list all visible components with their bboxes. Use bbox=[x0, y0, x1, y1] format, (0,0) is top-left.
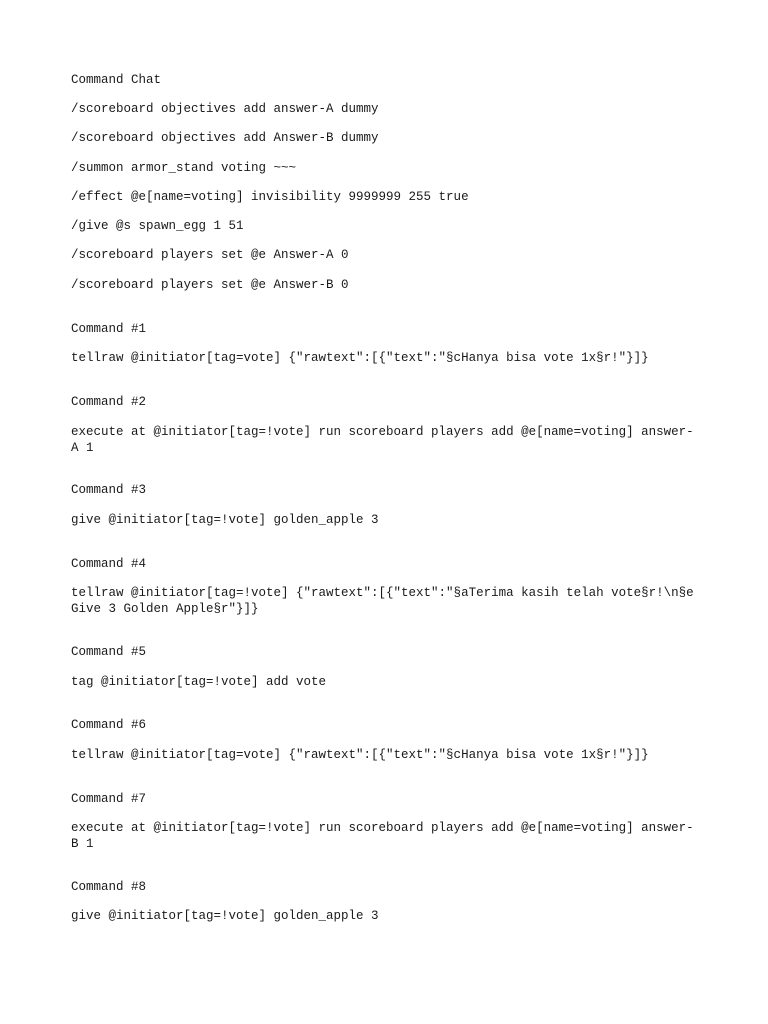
command-text: give @initiator[tag=!vote] golden_apple 3 bbox=[71, 513, 379, 527]
command-heading: Command #7 bbox=[71, 792, 147, 806]
setup-command: /scoreboard players set @e Answer-B 0 bbox=[71, 278, 349, 292]
command-heading: Command #6 bbox=[71, 718, 147, 732]
command-heading: Command #1 bbox=[71, 322, 147, 336]
command-heading: Command #8 bbox=[71, 880, 147, 894]
setup-heading: Command Chat bbox=[71, 73, 162, 87]
command-heading: Command #3 bbox=[71, 483, 147, 497]
setup-command: /effect @e[name=voting] invisibility 9999999 255 true bbox=[71, 190, 469, 204]
command-text: execute at @initiator[tag=!vote] run scoreboard players add @e[name=voting] answer-B 1 bbox=[71, 821, 694, 851]
command-text: tellraw @initiator[tag=!vote] {"rawtext":[{"text":"§aTerima kasih telah vote§r!\n§eGive 3 Golden Apple§r"}]} bbox=[71, 586, 694, 616]
command-heading: Command #5 bbox=[71, 645, 147, 659]
command-heading: Command #2 bbox=[71, 395, 147, 409]
command-text: tag @initiator[tag=!vote] add vote bbox=[71, 675, 327, 689]
command-text: give @initiator[tag=!vote] golden_apple 3 bbox=[71, 909, 379, 923]
command-text: execute at @initiator[tag=!vote] run scoreboard players add @e[name=voting] answer-A 1 bbox=[71, 425, 694, 455]
setup-command: /scoreboard players set @e Answer-A 0 bbox=[71, 248, 349, 262]
setup-command: /scoreboard objectives add answer-A dummy bbox=[71, 102, 379, 116]
setup-command: /give @s spawn_egg 1 51 bbox=[71, 219, 244, 233]
command-text: tellraw @initiator[tag=vote] {"rawtext":[{"text":"§cHanya bisa vote 1x§r!"}]} bbox=[71, 351, 649, 365]
command-text: tellraw @initiator[tag=vote] {"rawtext":[{"text":"§cHanya bisa vote 1x§r!"}]} bbox=[71, 748, 649, 762]
setup-command: /summon armor_stand voting ~~~ bbox=[71, 161, 297, 175]
setup-command: /scoreboard objectives add Answer-B dummy bbox=[71, 131, 379, 145]
command-heading: Command #4 bbox=[71, 557, 147, 571]
